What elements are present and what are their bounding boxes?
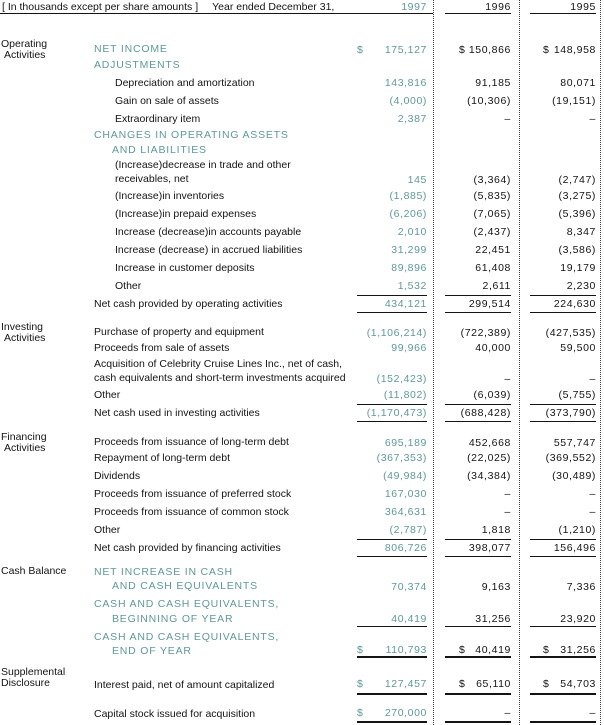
row-label: Gain on sale of assets bbox=[115, 94, 219, 107]
value-1995: (2,747) bbox=[558, 173, 596, 186]
value-1996: – bbox=[433, 705, 519, 723]
table-row bbox=[0, 187, 604, 205]
value-1995: 156,496 bbox=[519, 539, 604, 557]
value-1996: 31,256 bbox=[433, 611, 519, 627]
units-note: [ In thousands except per share amounts ] bbox=[2, 0, 199, 13]
row-label: Other bbox=[115, 279, 142, 292]
value-1995: – bbox=[589, 372, 596, 385]
table-row bbox=[0, 357, 604, 371]
value-1996: (5,835) bbox=[473, 190, 511, 202]
table-row bbox=[0, 277, 604, 295]
row-label: AND CASH EQUIVALENTS bbox=[112, 580, 258, 592]
value-1997: 70,374 bbox=[391, 580, 427, 593]
value-1996: $ 40,419 bbox=[433, 644, 519, 658]
row-label: (Increase)in prepaid expenses bbox=[115, 207, 257, 220]
row-label: AND LIABILITIES bbox=[112, 143, 207, 156]
value-1995: – bbox=[589, 506, 596, 518]
value-1995: 19,179 bbox=[560, 262, 596, 274]
table-row-total bbox=[0, 295, 604, 313]
value-1997: 806,726 bbox=[313, 539, 433, 557]
value-1995: (19,151) bbox=[552, 95, 596, 107]
value-1996: 9,163 bbox=[481, 580, 511, 593]
value-1997: $ 270,000 bbox=[313, 705, 433, 723]
value-1995: 224,630 bbox=[519, 295, 604, 313]
value-1995: (30,489) bbox=[552, 470, 596, 482]
table-row bbox=[0, 485, 604, 503]
row-label: NET INCOME bbox=[94, 43, 168, 55]
value-1997: 167,030 bbox=[384, 488, 427, 500]
value-1997: 40,419 bbox=[313, 611, 433, 627]
row-label: Extraordinary item bbox=[115, 112, 201, 125]
row-label: Proceeds from issuance of preferred stock bbox=[94, 487, 292, 500]
value-1996: (7,065) bbox=[473, 208, 511, 220]
row-label: Proceeds from issuance of common stock bbox=[94, 505, 289, 518]
row-label: Increase (decrease) in accrued liabilities bbox=[115, 243, 303, 256]
table-row bbox=[0, 597, 604, 611]
value-1995: (5,396) bbox=[558, 208, 596, 220]
value-1996: (22,025) bbox=[467, 452, 511, 464]
value-1996: 452,668 bbox=[468, 436, 511, 449]
value-1995: (1,210) bbox=[558, 524, 596, 536]
table-row bbox=[0, 128, 604, 142]
table-row bbox=[0, 259, 604, 277]
value-1995: (369,552) bbox=[545, 452, 596, 464]
value-1997: 695,189 bbox=[384, 436, 427, 449]
table-row bbox=[0, 521, 604, 539]
row-label: CASH AND CASH EQUIVALENTS, bbox=[94, 597, 280, 610]
value-1996: (722,389) bbox=[460, 326, 511, 339]
value-1996: 398,077 bbox=[433, 539, 519, 557]
column-year-1996: 1996 bbox=[433, 0, 519, 14]
row-label: (Increase)decrease in trade and other bbox=[115, 158, 291, 171]
table-row bbox=[0, 74, 604, 92]
table-row bbox=[0, 611, 604, 627]
value-1997: (4,000) bbox=[389, 95, 427, 107]
value-1995: 23,920 bbox=[519, 611, 604, 627]
value-1996: (3,364) bbox=[473, 173, 511, 186]
row-label: receivables, net bbox=[115, 173, 189, 185]
value-1997: 31,299 bbox=[391, 244, 427, 256]
value-1995: – bbox=[589, 488, 596, 500]
value-1997: (367,353) bbox=[376, 452, 427, 464]
table-row bbox=[0, 449, 604, 467]
value-1995: 8,347 bbox=[566, 226, 596, 238]
value-1997: 364,631 bbox=[384, 506, 427, 518]
value-1996: – bbox=[504, 488, 511, 500]
header-left bbox=[0, 0, 433, 14]
table-row bbox=[0, 172, 604, 187]
value-1997: 145 bbox=[407, 173, 427, 186]
value-1995: (427,535) bbox=[545, 326, 596, 339]
value-1996: (34,384) bbox=[467, 470, 511, 482]
row-label: Interest paid, net of amount capitalized bbox=[94, 678, 275, 691]
value-1997: (2,787) bbox=[389, 524, 427, 536]
table-row bbox=[0, 503, 604, 521]
table-row-total bbox=[0, 644, 604, 657]
value-1996: 2,611 bbox=[482, 280, 511, 292]
row-label: Other bbox=[94, 523, 121, 536]
value-1997: $ 110,793 bbox=[357, 644, 427, 656]
value-1996: (6,039) bbox=[473, 389, 511, 401]
row-label: CASH AND CASH EQUIVALENTS, bbox=[94, 630, 280, 643]
row-label: Purchase of property and equipment bbox=[94, 326, 264, 338]
row-label: cash equivalents and short-term investments acquired bbox=[94, 372, 346, 384]
table-row-total bbox=[0, 539, 604, 557]
value-1995: $ 31,256 bbox=[519, 644, 604, 658]
row-label: Repayment of long-term debt bbox=[94, 451, 230, 464]
value-1995: – bbox=[589, 113, 596, 125]
table-row bbox=[0, 205, 604, 223]
value-1997: (11,802) bbox=[383, 389, 427, 401]
row-label: Net cash used in investing activities bbox=[94, 406, 260, 419]
value-1996: (10,306) bbox=[467, 95, 511, 107]
table-row bbox=[0, 386, 604, 404]
value-1997: (1,170,473) bbox=[313, 404, 433, 422]
value-1995: – bbox=[519, 705, 604, 723]
table-row-total bbox=[0, 404, 604, 422]
value-1995: (3,275) bbox=[558, 190, 596, 202]
table-row bbox=[0, 321, 604, 344]
row-label: Capital stock issued for acquisition bbox=[94, 707, 256, 720]
section-label-cash-balance: Cash Balance bbox=[1, 565, 67, 577]
value-1997: 1,532 bbox=[397, 280, 427, 292]
value-1995: (373,790) bbox=[519, 404, 604, 422]
value-1997: 2,387 bbox=[397, 113, 427, 125]
value-1995: 59,500 bbox=[560, 342, 596, 354]
value-1997: (1,106,214) bbox=[366, 326, 427, 339]
column-year-1997: 1997 bbox=[401, 0, 427, 13]
table-row bbox=[0, 371, 604, 386]
table-row bbox=[0, 223, 604, 241]
table-row-total bbox=[0, 666, 604, 695]
table-row bbox=[0, 579, 604, 594]
value-1997: (49,984) bbox=[383, 470, 427, 482]
table-row bbox=[0, 142, 604, 158]
value-1996: – bbox=[504, 506, 511, 518]
value-1996: – bbox=[504, 113, 511, 125]
row-label: Dividends bbox=[94, 469, 141, 482]
value-1997: $ 175,127 bbox=[357, 43, 427, 56]
period-label: Year ended December 31, bbox=[212, 0, 335, 13]
value-1995: 7,336 bbox=[566, 580, 596, 593]
value-1995: (5,755) bbox=[558, 389, 596, 401]
table-row bbox=[0, 467, 604, 485]
row-label: Proceeds from issuance of long-term debt bbox=[94, 436, 289, 448]
value-1996: 1,818 bbox=[481, 524, 511, 536]
value-1996: (2,437) bbox=[473, 226, 511, 238]
value-1996: 40,000 bbox=[475, 342, 511, 354]
value-1996: $ 65,110 bbox=[433, 675, 519, 695]
row-label: (Increase)in inventories bbox=[115, 189, 225, 202]
value-1995: 80,071 bbox=[560, 77, 596, 89]
table-row bbox=[0, 565, 604, 579]
section-label-financing: Financing Activities bbox=[1, 431, 47, 454]
value-1995: (3,586) bbox=[558, 244, 596, 256]
row-label: Increase in customer deposits bbox=[115, 261, 255, 274]
value-1997: 434,121 bbox=[313, 295, 433, 313]
value-1997: (152,423) bbox=[376, 372, 427, 385]
table-row bbox=[0, 110, 604, 128]
value-1997: 2,010 bbox=[397, 226, 427, 238]
value-1997: 89,896 bbox=[391, 262, 427, 274]
value-1996: – bbox=[504, 372, 511, 385]
value-1997: 99,966 bbox=[391, 342, 427, 354]
value-1997: 143,816 bbox=[384, 77, 427, 89]
table-row bbox=[0, 92, 604, 110]
section-label-investing: Investing Activities bbox=[1, 321, 46, 344]
value-1995: $ 54,703 bbox=[519, 675, 604, 695]
value-1997: (1,885) bbox=[389, 190, 427, 202]
row-label: NET INCREASE IN CASH bbox=[94, 565, 233, 578]
row-label: Proceeds from sale of assets bbox=[94, 341, 230, 354]
value-1995: 557,747 bbox=[553, 436, 596, 449]
table-row bbox=[0, 241, 604, 259]
value-1996: $ 150,866 bbox=[459, 43, 511, 56]
value-1997: $ 127,457 bbox=[313, 675, 433, 695]
table-row bbox=[0, 431, 604, 454]
row-label: END OF YEAR bbox=[112, 644, 192, 657]
table-row bbox=[0, 630, 604, 644]
row-label: BEGINNING OF YEAR bbox=[112, 612, 234, 625]
row-label: Net cash provided by financing activities bbox=[94, 541, 281, 554]
value-1995: 2,230 bbox=[566, 280, 596, 292]
value-1996: 61,408 bbox=[475, 262, 511, 274]
table-header bbox=[0, 0, 604, 14]
row-label: Acquisition of Celebrity Cruise Lines Inc., net of cash, bbox=[94, 357, 343, 370]
row-label: ADJUSTMENTS bbox=[94, 58, 181, 71]
row-label: Increase (decrease)in accounts payable bbox=[115, 225, 302, 238]
value-1996: (688,428) bbox=[433, 404, 519, 422]
value-1996: 299,514 bbox=[433, 295, 519, 313]
value-1996: 91,185 bbox=[475, 77, 511, 89]
section-label-operating: Operating Activities bbox=[1, 38, 48, 61]
value-1995: $ 148,958 bbox=[543, 43, 596, 56]
table-row bbox=[0, 38, 604, 61]
row-label: Net cash provided by operating activities bbox=[94, 297, 283, 310]
table-row bbox=[0, 56, 604, 74]
table-row bbox=[0, 339, 604, 357]
table-row bbox=[0, 158, 604, 172]
column-year-1995: 1995 bbox=[519, 0, 604, 14]
row-label: CHANGES IN OPERATING ASSETS bbox=[94, 128, 289, 141]
value-1997: (6,206) bbox=[389, 208, 427, 220]
table-row-total bbox=[0, 705, 604, 723]
row-label: Other bbox=[94, 388, 121, 401]
section-label-supplemental: Supplemental Disclosure bbox=[1, 666, 66, 689]
row-label: Depreciation and amortization bbox=[115, 76, 255, 89]
value-1996: 22,451 bbox=[475, 244, 511, 256]
